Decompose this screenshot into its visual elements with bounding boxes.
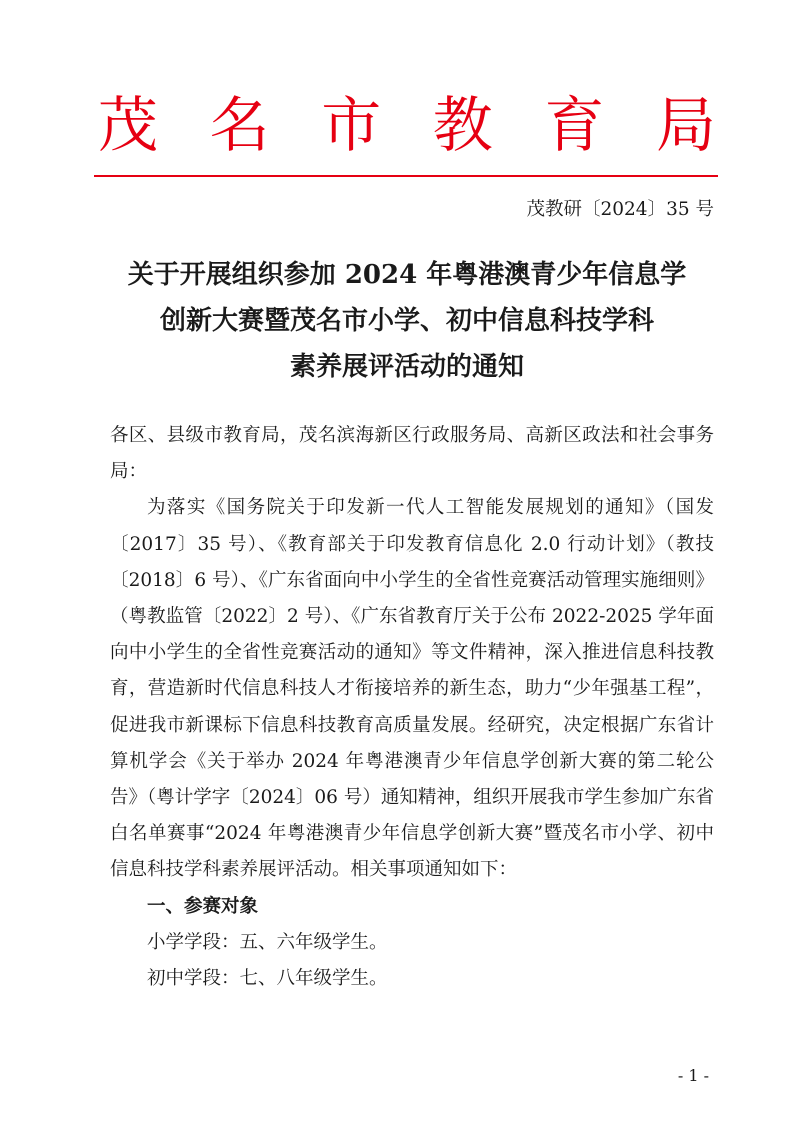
section-heading: 一、参赛对象 bbox=[147, 895, 259, 917]
addressee: 各区、县级市教育局，茂名滨海新区行政服务局、高新区政法和社会事务局： bbox=[110, 425, 714, 483]
title-line: 素养展评活动的通知 bbox=[289, 352, 524, 382]
masthead-char: 教 bbox=[432, 91, 493, 161]
primary-stage-line: 小学学段：五、六年级学生。 bbox=[147, 931, 388, 953]
document-number: 茂教研〔2024〕35 号 bbox=[526, 199, 714, 220]
document-body bbox=[110, 418, 714, 997]
masthead-char: 茂 bbox=[98, 91, 158, 161]
masthead-char: 局 bbox=[655, 91, 716, 161]
red-separator-line bbox=[94, 175, 718, 177]
page-number: - 1 - bbox=[677, 1066, 709, 1085]
title-line: 关于开展组织参加 2024 年粤港澳青少年信息学 bbox=[127, 260, 687, 290]
junior-stage-line: 初中学段：七、八年级学生。 bbox=[147, 968, 388, 990]
masthead-char: 名 bbox=[209, 91, 270, 161]
document-title bbox=[96, 252, 718, 390]
masthead-char: 育 bbox=[544, 91, 605, 161]
body-paragraph: 为落实《国务院关于印发新一代人工智能发展规划的通知》（国发〔2017〕35 号）、《教育部关于印发教育信息化 2.0 行动计划》（教技〔2018〕6 号）、《广东省面向中小学生的全省性竞赛活动管理实施细则》（粤教监管〔2022〕2 号）、《广东省教育厅关于公布 2022-2025 学年面向中小学生的全省性竞赛活动的通知》等文件精神，深入推进信息科技教育，营造新时代信息科技人才衔接培养的新生态，助力“少年强基工程”，促进我市新课标下信息科技教育高质量发展。经研究，决定根据广东省计算机学会《关于举办 2024 年粤港澳青少年信息学创新大赛的第二轮公告》（粤计学字〔2024〕06 号）通知精神，组织开展我市学生参加广东省白名单赛事“2024 年粤港澳青少年信息学创新大赛”暨茂名市小学、初中信息科技学科素养展评活动。相关事项通知如下： bbox=[110, 497, 714, 881]
issuing-authority-masthead bbox=[98, 88, 716, 164]
title-line: 创新大赛暨茂名市小学、初中信息科技学科 bbox=[159, 306, 654, 336]
masthead-char: 市 bbox=[321, 91, 382, 161]
